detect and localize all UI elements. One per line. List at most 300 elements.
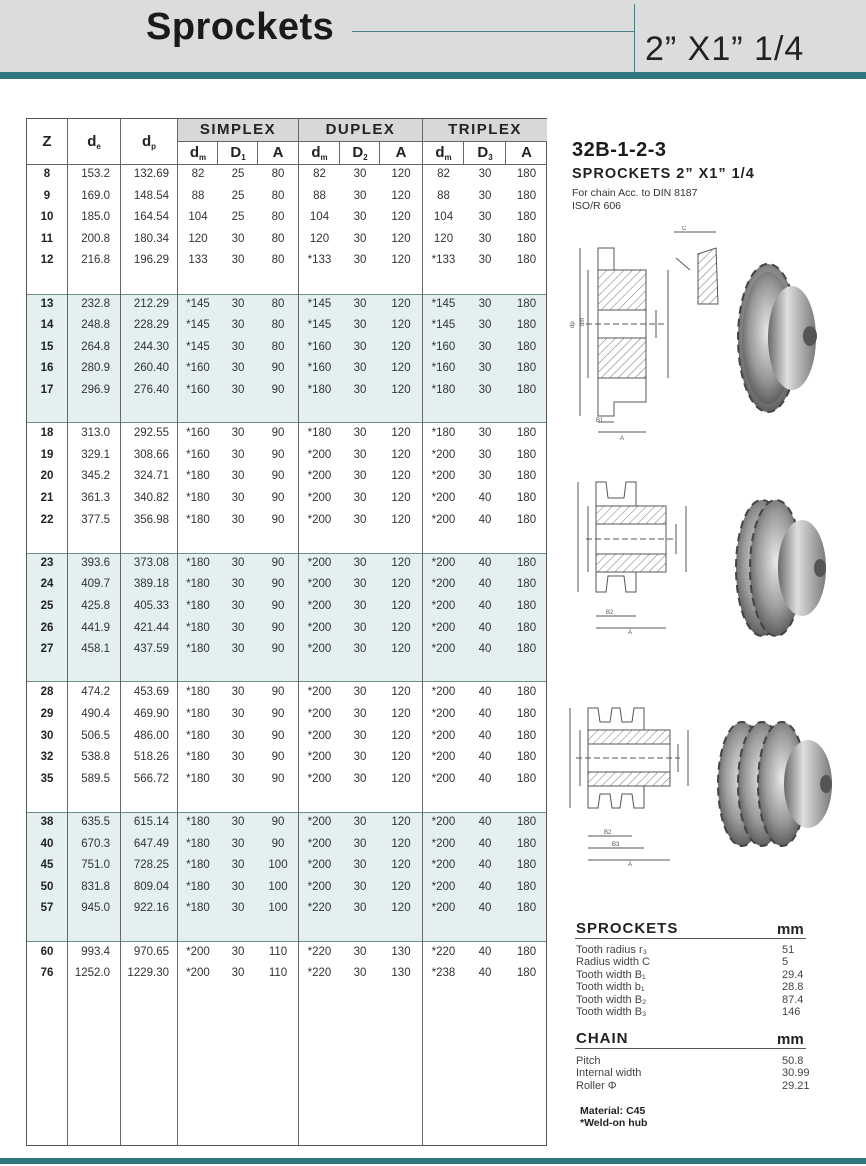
svg-text:B1: B1: [596, 418, 604, 424]
spec-row: [576, 969, 806, 981]
table-cell: 104: [309, 211, 330, 224]
table-cell: *200: [307, 816, 332, 828]
teeth-count-cell: 27: [40, 643, 54, 656]
table-cell: *180: [186, 816, 210, 828]
col-header-de: $d_e$: [87, 133, 101, 151]
table-cell: 30: [231, 340, 245, 353]
table-row: [27, 358, 546, 380]
table-row: [27, 596, 546, 618]
table-cell: 296.9: [81, 384, 110, 396]
table-cell: 120: [391, 168, 411, 180]
table-cell: 30: [353, 232, 367, 245]
spec-value: 146: [782, 1006, 801, 1018]
svg-text:B2: B2: [604, 830, 612, 836]
table-cell: 180: [516, 297, 537, 310]
table-cell: *180: [186, 686, 210, 699]
table-cell: *200: [431, 859, 456, 872]
table-cell: *180: [186, 859, 210, 872]
table-cell: 90: [271, 448, 285, 461]
table-cell: 82: [437, 168, 450, 180]
table-cell: 180.34: [133, 232, 169, 245]
table-cell: 200.8: [81, 232, 110, 245]
table-cell: 469.90: [133, 708, 169, 720]
spec-label: Tooth radius r₃: [576, 944, 648, 956]
subcolumn-divider: [339, 142, 340, 164]
column-divider: [422, 119, 423, 1145]
table-cell: 216.8: [81, 254, 110, 267]
table-cell: *200: [307, 729, 332, 742]
table-cell: 90: [271, 708, 285, 720]
table-cell: 120: [391, 189, 411, 202]
table-cell: *200: [431, 751, 456, 764]
table-cell: *133: [431, 254, 456, 267]
table-cell: 120: [391, 384, 411, 396]
table-cell: 30: [353, 492, 367, 504]
teeth-count-cell: 57: [40, 902, 54, 915]
teeth-count-cell: 30: [40, 729, 54, 742]
col-header-sub: $d_m$: [311, 144, 328, 162]
table-cell: 30: [478, 470, 492, 483]
material-note: Material: C45: [580, 1105, 646, 1117]
table-cell: 110: [268, 967, 288, 980]
table-cell: 40: [478, 556, 492, 569]
table-cell: 120: [391, 708, 411, 720]
weld-on-hub-note: *Weld-on hub: [580, 1117, 648, 1129]
spec-row: [576, 1067, 810, 1080]
table-cell: 82: [191, 168, 205, 180]
table-cell: 1229.30: [127, 967, 169, 980]
spec-value: 30.99: [782, 1067, 810, 1080]
table-cell: *200: [307, 837, 332, 850]
table-cell: 30: [353, 708, 367, 720]
table-cell: 405.33: [133, 600, 169, 612]
table-cell: 120: [391, 686, 411, 699]
teeth-count-cell: 9: [43, 189, 51, 202]
table-cell: 324.71: [133, 470, 169, 483]
table-cell: 164.54: [133, 211, 169, 224]
table-cell: 30: [231, 945, 245, 958]
table-cell: 728.25: [133, 859, 169, 872]
table-row: [27, 618, 546, 640]
table-cell: 30: [478, 211, 492, 224]
table-cell: 120: [391, 816, 411, 828]
table-cell: 30: [478, 340, 492, 353]
table-row: [27, 315, 546, 337]
table-cell: 180: [516, 427, 537, 440]
spec-label: Pitch: [576, 1055, 601, 1067]
spec-row: [576, 956, 806, 968]
table-row: [27, 682, 546, 704]
table-cell: 120: [309, 232, 330, 245]
table-cell: 356.98: [133, 513, 169, 526]
table-row: [27, 834, 546, 856]
svg-text:B2: B2: [606, 610, 614, 616]
table-cell: *133: [307, 254, 332, 267]
table-cell: 30: [231, 967, 245, 980]
table-cell: *180: [186, 880, 210, 893]
table-cell: 441.9: [81, 621, 110, 634]
table-cell: 196.29: [133, 254, 169, 267]
table-cell: 308.66: [133, 448, 169, 461]
sprockets-specs-rule: [575, 938, 806, 939]
col-header-sub: $D_2$: [352, 144, 368, 162]
table-cell: *180: [186, 729, 210, 742]
spec-label: Radius width C: [576, 956, 650, 969]
table-cell: *180: [186, 470, 210, 483]
table-cell: 40: [478, 967, 492, 980]
table-cell: 180: [516, 470, 537, 483]
table-cell: *200: [431, 643, 456, 656]
table-cell: 248.8: [81, 319, 110, 332]
table-cell: 40: [478, 686, 492, 699]
table-cell: *145: [431, 319, 456, 332]
table-cell: 377.5: [81, 513, 110, 526]
table-cell: 120: [391, 600, 411, 612]
table-cell: 40: [478, 643, 492, 656]
table-cell: 30: [478, 189, 492, 202]
table-cell: 30: [353, 967, 367, 980]
table-row: [27, 747, 546, 769]
spec-row: [576, 1006, 806, 1018]
table-cell: *200: [431, 880, 456, 893]
table-cell: *145: [431, 297, 456, 310]
table-cell: 180: [516, 880, 537, 893]
table-cell: 80: [271, 340, 285, 353]
table-cell: 180: [516, 362, 537, 375]
teeth-count-cell: 13: [40, 297, 54, 310]
spec-row: [576, 1079, 810, 1092]
table-cell: *220: [307, 902, 332, 915]
duplex-section-drawing: [566, 476, 716, 636]
table-cell: *145: [186, 319, 210, 332]
subcolumn-divider: [505, 142, 506, 164]
table-cell: 80: [271, 254, 285, 267]
table-cell: 120: [391, 427, 411, 440]
table-row: [27, 898, 546, 920]
table-cell: *160: [431, 362, 456, 375]
table-cell: *200: [431, 729, 456, 742]
table-cell: *160: [186, 448, 210, 461]
spec-label: Tooth width B₁: [576, 968, 646, 981]
table-cell: 30: [231, 772, 245, 785]
svg-text:A: A: [620, 436, 625, 442]
table-cell: 30: [353, 470, 367, 483]
table-cell: 180: [516, 556, 537, 569]
table-cell: *145: [307, 319, 332, 332]
spec-label: Tooth width b₁: [576, 981, 645, 994]
table-cell: 180: [516, 168, 537, 180]
table-row: [27, 294, 546, 316]
table-cell: 185.0: [81, 211, 110, 224]
table-cell: 670.3: [81, 837, 110, 850]
table-cell: 180: [516, 621, 537, 634]
subcolumn-divider: [379, 142, 380, 164]
table-cell: 30: [353, 189, 367, 202]
group-header-triplex: TRIPLEX: [423, 119, 547, 141]
table-cell: 130: [391, 967, 411, 980]
table-cell: 120: [391, 902, 411, 915]
table-cell: 292.55: [133, 427, 169, 440]
table-cell: 30: [231, 319, 245, 332]
table-cell: *200: [431, 621, 456, 634]
table-cell: 25: [231, 189, 245, 202]
page-title: Sprockets: [146, 6, 335, 48]
table-cell: 30: [231, 643, 245, 656]
table-cell: 30: [478, 254, 492, 267]
teeth-count-cell: 24: [40, 578, 54, 591]
table-cell: 30: [478, 168, 492, 180]
table-cell: 30: [478, 319, 492, 332]
table-cell: *200: [307, 751, 332, 764]
col-header-sub: A: [521, 144, 532, 161]
column-divider: [120, 119, 121, 1145]
footer-accent-bar: [0, 1158, 866, 1164]
table-cell: 40: [478, 880, 492, 893]
table-cell: 120: [391, 362, 411, 375]
spec-label: Tooth width B₂: [576, 993, 647, 1006]
table-cell: 120: [391, 232, 411, 245]
table-cell: 80: [271, 211, 285, 224]
table-cell: 30: [231, 751, 245, 764]
teeth-count-cell: 50: [40, 880, 54, 893]
table-cell: 180: [516, 945, 537, 958]
svg-text:dm: dm: [580, 317, 586, 326]
table-cell: 30: [353, 319, 367, 332]
iso-note: ISO/R 606: [572, 200, 622, 212]
table-cell: 180: [516, 772, 537, 785]
table-cell: *200: [431, 902, 456, 915]
triplex-section-drawing: [560, 700, 720, 868]
table-cell: 180: [516, 448, 537, 461]
table-cell: 30: [353, 384, 367, 396]
table-row: [27, 812, 546, 834]
table-cell: 40: [478, 513, 492, 526]
table-cell: *220: [307, 967, 332, 980]
table-cell: 40: [478, 859, 492, 872]
table-cell: 228.29: [133, 319, 169, 332]
table-cell: 120: [391, 297, 411, 310]
table-cell: 80: [271, 189, 285, 202]
table-cell: 212.29: [133, 297, 169, 310]
table-cell: 88: [313, 189, 326, 202]
teeth-count-cell: 10: [40, 211, 54, 224]
spec-value: 50.8: [782, 1055, 804, 1067]
table-cell: 90: [271, 729, 285, 742]
spec-label: Roller Φ: [576, 1079, 617, 1092]
teeth-count-cell: 26: [40, 621, 54, 634]
table-cell: 180: [516, 189, 537, 202]
teeth-count-cell: 17: [40, 384, 54, 396]
table-cell: 993.4: [81, 945, 110, 958]
table-cell: *200: [307, 643, 332, 656]
teeth-count-cell: 76: [40, 967, 54, 980]
table-cell: *220: [307, 945, 332, 958]
teeth-count-cell: 28: [40, 686, 54, 699]
table-cell: 132.69: [133, 168, 169, 180]
table-cell: 329.1: [81, 448, 110, 461]
table-cell: 30: [353, 729, 367, 742]
table-cell: *200: [307, 448, 332, 461]
table-cell: 80: [271, 319, 285, 332]
table-cell: 90: [271, 643, 285, 656]
table-cell: 970.65: [133, 945, 169, 958]
table-cell: 133: [188, 254, 208, 267]
table-cell: 30: [231, 880, 245, 893]
table-cell: 40: [478, 837, 492, 850]
teeth-count-cell: 19: [40, 448, 54, 461]
col-header-z: Z: [42, 133, 52, 150]
column-divider: [177, 119, 178, 1145]
table-cell: 120: [188, 232, 208, 245]
table-cell: 180: [516, 513, 537, 526]
table-cell: 30: [231, 448, 245, 461]
table-cell: 425.8: [81, 600, 110, 612]
table-cell: *180: [307, 427, 332, 440]
table-cell: 120: [391, 859, 411, 872]
table-row: [27, 337, 546, 359]
table-cell: *200: [431, 772, 456, 785]
table-cell: 30: [231, 254, 245, 267]
table-cell: 30: [353, 448, 367, 461]
table-cell: *200: [307, 772, 332, 785]
table-cell: 30: [231, 578, 245, 591]
table-cell: 30: [353, 945, 367, 958]
table-cell: 40: [478, 492, 492, 504]
table-cell: *145: [186, 297, 210, 310]
table-cell: 30: [353, 513, 367, 526]
table-cell: *200: [307, 859, 332, 872]
table-cell: 180: [516, 492, 537, 504]
table-cell: 30: [231, 513, 245, 526]
teeth-count-cell: 40: [40, 837, 54, 850]
table-cell: *238: [431, 967, 456, 980]
table-cell: 30: [231, 686, 245, 699]
table-cell: *180: [186, 600, 210, 612]
table-cell: 30: [353, 362, 367, 375]
table-cell: 80: [271, 232, 285, 245]
table-cell: 104: [433, 211, 454, 224]
table-cell: 30: [353, 859, 367, 872]
table-cell: 232.8: [81, 297, 110, 310]
teeth-count-cell: 21: [40, 492, 54, 504]
table-cell: 30: [353, 772, 367, 785]
table-cell: 90: [271, 362, 285, 375]
spec-label: Internal width: [576, 1067, 642, 1080]
table-cell: 409.7: [81, 578, 110, 591]
spec-row: [576, 981, 806, 993]
table-cell: 30: [353, 902, 367, 915]
table-cell: 120: [391, 772, 411, 785]
spec-value: 29.21: [782, 1079, 810, 1092]
table-cell: 180: [516, 686, 537, 699]
table-cell: 90: [271, 470, 285, 483]
table-cell: 30: [231, 427, 245, 440]
table-cell: 169.0: [81, 189, 110, 202]
table-cell: 120: [391, 211, 411, 224]
table-cell: *160: [186, 362, 210, 375]
table-cell: 90: [271, 772, 285, 785]
page-header: [0, 0, 866, 72]
table-cell: 120: [391, 880, 411, 893]
table-cell: 260.40: [133, 362, 169, 375]
table-cell: 80: [271, 297, 285, 310]
table-cell: 180: [516, 211, 537, 224]
table-cell: 100: [268, 880, 288, 893]
table-cell: 82: [313, 168, 326, 180]
chain-standard-note: For chain Acc. to DIN 8187: [572, 187, 698, 199]
table-cell: 30: [231, 556, 245, 569]
table-cell: *180: [307, 384, 332, 396]
table-cell: 30: [353, 168, 367, 180]
sprocket-dimensions-table: [26, 118, 547, 1146]
table-cell: 474.2: [81, 686, 110, 699]
table-cell: *200: [431, 708, 456, 720]
svg-text:A: A: [628, 862, 633, 868]
table-cell: *180: [186, 708, 210, 720]
table-row: [27, 423, 546, 445]
table-row: [27, 553, 546, 575]
table-cell: 30: [231, 384, 245, 396]
table-cell: 148.54: [133, 189, 169, 202]
table-cell: 313.0: [81, 427, 110, 440]
table-cell: *180: [431, 427, 456, 440]
grid-line: [177, 141, 547, 142]
table-cell: 90: [271, 513, 285, 526]
table-cell: 120: [391, 751, 411, 764]
table-cell: *200: [431, 556, 456, 569]
table-cell: 120: [391, 340, 411, 353]
table-cell: 30: [478, 232, 492, 245]
table-cell: 244.30: [133, 340, 169, 353]
table-cell: 180: [516, 816, 537, 828]
table-cell: *200: [186, 967, 210, 980]
table-cell: *200: [186, 945, 210, 958]
page-size-label: 2” X1” 1/4: [645, 30, 805, 68]
table-cell: *160: [307, 362, 332, 375]
table-cell: 120: [391, 556, 411, 569]
teeth-count-cell: 23: [40, 556, 54, 569]
table-cell: 120: [391, 729, 411, 742]
table-cell: 120: [433, 232, 454, 245]
table-row: [27, 639, 546, 661]
header-rule: [352, 31, 634, 32]
table-cell: 180: [516, 967, 537, 980]
table-cell: 393.6: [81, 556, 110, 569]
table-cell: *200: [307, 880, 332, 893]
table-cell: 120: [391, 254, 411, 267]
teeth-count-cell: 45: [40, 859, 54, 872]
table-cell: *180: [186, 556, 210, 569]
table-cell: 40: [478, 945, 492, 958]
table-cell: 30: [353, 427, 367, 440]
table-cell: 88: [191, 189, 205, 202]
table-cell: 90: [271, 751, 285, 764]
spec-row: [576, 944, 806, 956]
table-cell: 153.2: [81, 168, 110, 180]
spec-label: Tooth width B₃: [576, 1006, 647, 1018]
table-cell: *220: [431, 945, 456, 958]
chain-specs-rule: [575, 1048, 806, 1049]
table-row: [27, 942, 546, 964]
table-cell: *180: [186, 772, 210, 785]
col-header-sub: A: [272, 144, 284, 161]
table-cell: 1252.0: [74, 967, 110, 980]
table-cell: 30: [353, 880, 367, 893]
table-cell: 40: [478, 772, 492, 785]
table-cell: *180: [186, 643, 210, 656]
table-cell: 40: [478, 708, 492, 720]
table-cell: 180: [516, 729, 537, 742]
